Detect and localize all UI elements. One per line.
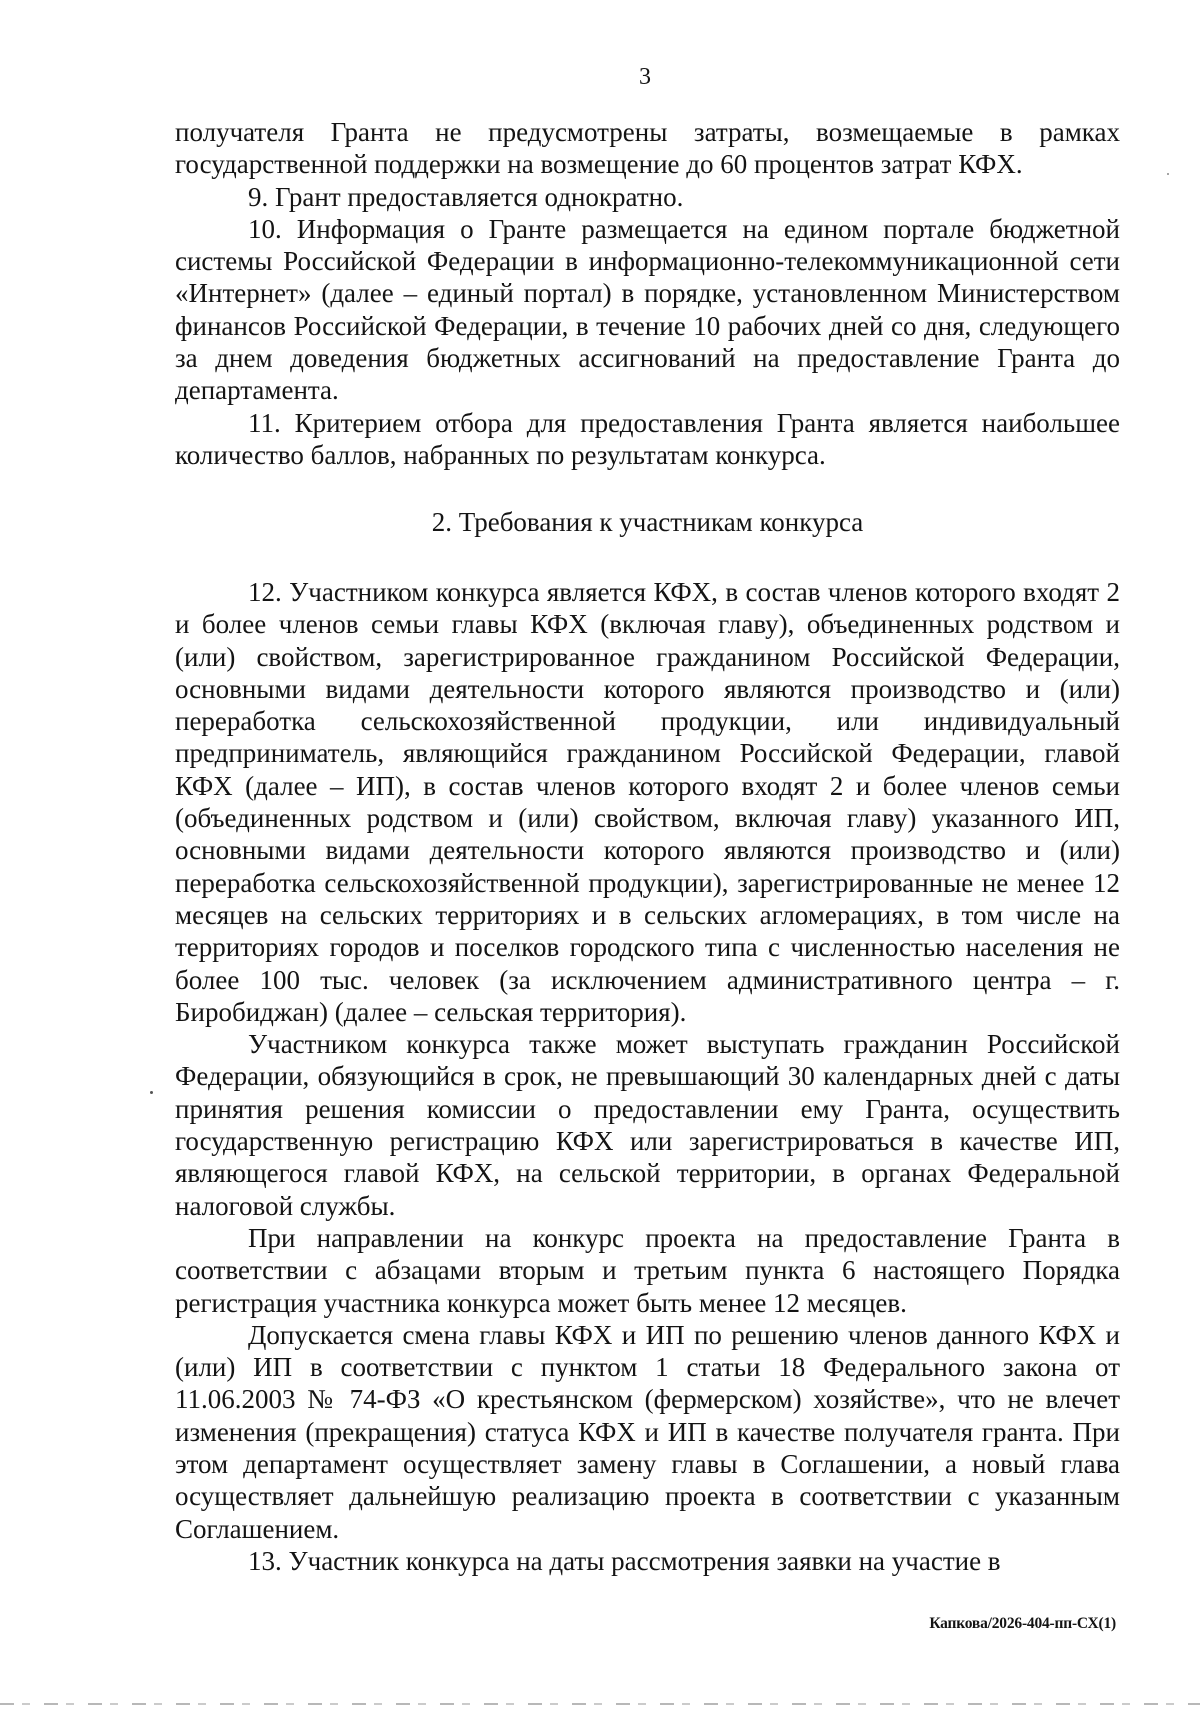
section-heading: 2. Требования к участникам конкурса <box>431 507 864 537</box>
scan-edge-line <box>0 1703 1200 1705</box>
paragraph-item-11: 11. Критерием отбора для предоставления Гранта является наибольшее количество баллов, набранных по результатам конкурса. <box>175 407 1120 470</box>
paragraph-continuation: получателя Гранта не предусмотрены затраты, возмещаемые в рамках государственной поддержки на возмещение до 60 процентов затрат КФХ. <box>175 117 1120 180</box>
paragraph-item-13: 13. Участник конкурса на даты рассмотрения заявки на участие в <box>248 1545 1001 1576</box>
paragraph-head-change: Допускается смена главы КФХ и ИП по решению членов данного КФХ и (или) ИП в соответствии с пунктом 1 статьи 18 Федерального закона от 11.06.2003 № 74-ФЗ «О крестьянском (фермерском) хозяйстве», что не влечет изменения (прекращения) статуса КФХ и ИП в качестве получателя гранта. При этом департамент осуществляет замену главы в Соглашении, а новый глава осуществляет дальнейшую реализацию проекта в соответствии с указанным Соглашением. <box>175 1319 1120 1544</box>
text-block-after-heading <box>175 576 1120 1577</box>
scan-speck <box>1167 173 1169 175</box>
paragraph-citizen-participant: Участником конкурса также может выступать гражданин Российской Федерации, обязующийся в срок, не превышающий 30 календарных дней с даты принятия решения комиссии о предоставлении ему Гранта, осуществить государственную регистрацию КФХ или зарегистрироваться в качестве ИП, являющегося главой КФХ, на сельской территории, в органах Федеральной налоговой службы. <box>175 1029 1120 1221</box>
paragraph-item-12: 12. Участником конкурса является КФХ, в состав членов которого входят 2 и более членов семьи главы КФХ (включая главу), объединенных родством и (или) свойством, зарегистрированное гражданином Российской Федерации, основными видами деятельности которого являются производство и (или) переработка сельскохозяйственной продукции, или индивидуальный предприниматель, являющийся гражданином Российской Федерации, главой КФХ (далее – ИП), в состав членов которого входят 2 и более членов семьи (объединенных родством и (или) свойством, включая главу) указанного ИП, основными видами деятельности которого являются производство и (или) переработка сельскохозяйственной продукции), зарегистрированные не менее 12 месяцев на сельских территориях и в сельских агломерациях, в том числе на территориях городов и поселков городского типа с численностью населения не более 100 тыс. человек (за исключением административного центра – г. Биробиджан) (далее – сельская территория). <box>175 577 1120 1027</box>
document-footer-code: Капкова/2026-404-пп-СХ(1) <box>929 1615 1116 1632</box>
scan-speck <box>150 1091 153 1094</box>
paragraph-item-9: 9. Грант предоставляется однократно. <box>248 181 684 212</box>
paragraph-registration-period: При направлении на конкурс проекта на предоставление Гранта в соответствии с абзацами вторым и третьим пункта 6 настоящего Порядка регистрация участника конкурса может быть менее 12 месяцев. <box>175 1222 1120 1318</box>
paragraph-item-10: 10. Информация о Гранте размещается на едином портале бюджетной системы Российской Федерации в информационно-телекоммуникационной сети «Интернет» (далее – единый портал) в порядке, установленном Министерством финансов Российской Федерации, в течение 10 рабочих дней со дня, следующего за днем доведения бюджетных ассигнований на предоставление Гранта до департамента. <box>175 213 1120 406</box>
text-block-before-heading <box>175 116 1120 471</box>
page-number: 3 <box>639 64 651 90</box>
